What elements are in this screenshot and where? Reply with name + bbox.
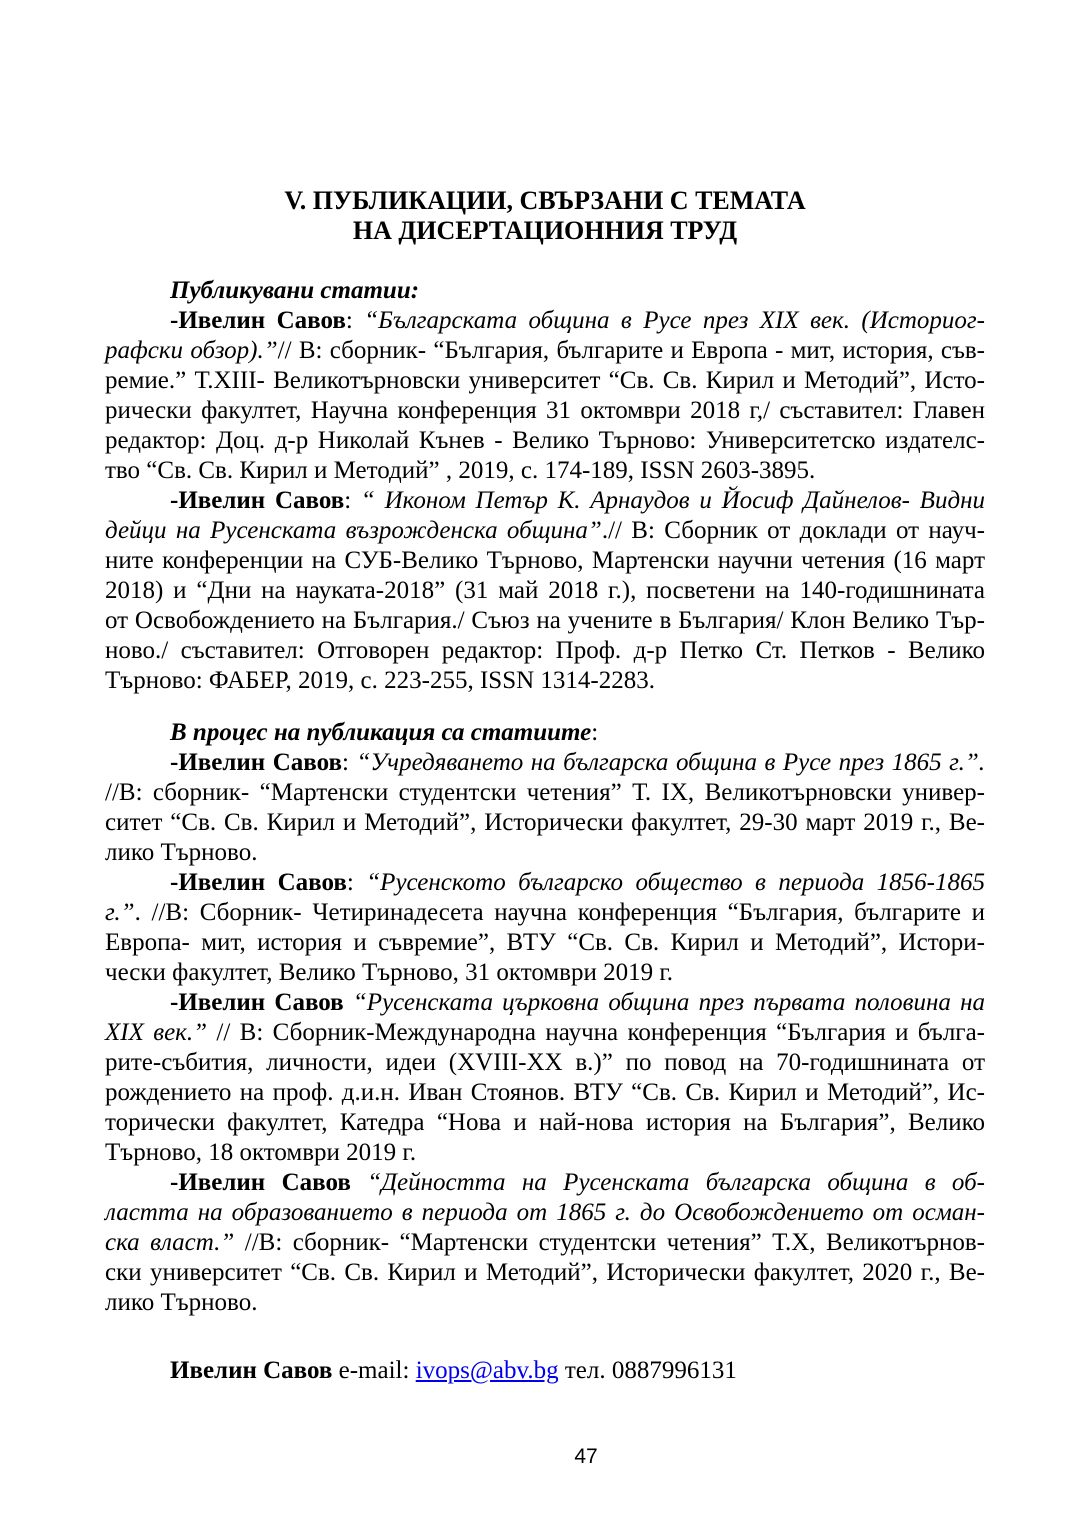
publication-entry xyxy=(105,306,985,486)
text-line xyxy=(105,396,985,426)
text-run: тво “Св. Св. Кирил и Методий” , 2019, с. 174-189, ISSN 2603-3895. xyxy=(105,457,816,484)
publication-entry xyxy=(105,868,985,988)
contact-name: Ивелин Савов xyxy=(170,1357,333,1384)
text-run: -Ивелин Савов xyxy=(170,869,347,896)
text-line xyxy=(105,336,985,366)
text-run: ситет “Св. Св. Кирил и Методий”, Исторически факултет, 29-30 март 2019 г., Ве- xyxy=(105,809,985,836)
text-run: -Ивелин Савов xyxy=(170,1169,368,1196)
text-run: //В: сборник- “Мартенски студентски четения” Т. IX, Великотърновски универ- xyxy=(105,779,985,806)
text-run: ново./ съставител: Отговорен редактор: Проф. д-р Петко Ст. Петков - Велико xyxy=(105,637,985,664)
publication-entry xyxy=(105,748,985,868)
text-line xyxy=(105,1198,985,1228)
page-number: 47 xyxy=(574,1445,598,1468)
text-line xyxy=(105,546,985,576)
text-run: лико Търново. xyxy=(105,1289,258,1316)
email-label: e-mail: xyxy=(338,1357,410,1384)
text-run: “Българската община в Русе през XIX век. (Историог- xyxy=(364,307,986,334)
publications xyxy=(105,276,985,1318)
publication-section xyxy=(105,276,985,696)
text-run: “Дейността на Русенската българска община в об- xyxy=(367,1169,986,1196)
text-run: лико Търново. xyxy=(105,839,258,866)
text-run: ска власт.” xyxy=(105,1229,235,1256)
text-line xyxy=(105,748,985,778)
text-run: рождението на проф. д.и.н. Иван Стоянов. ВТУ “Св. Св. Кирил и Методий”, Ис- xyxy=(105,1079,985,1106)
text-run: //В: сборник- “Мартенски студентски четения” Т.Х, Великотърнов- xyxy=(234,1229,985,1256)
text-line xyxy=(105,456,985,486)
text-run: // В: сборник- “България, българите и Европа - мит, история, съв- xyxy=(277,337,985,364)
text-run: В процес на публикация са статиите xyxy=(170,719,592,746)
text-run: рически факултет, Научна конференция 31 октомври 2018 г,/ съставител: Главен xyxy=(105,397,985,424)
section-heading xyxy=(105,276,985,306)
text-run: : xyxy=(341,749,357,776)
text-line xyxy=(105,868,985,898)
text-line xyxy=(105,1168,985,1198)
text-line xyxy=(105,486,985,516)
text-run: Публикувани статии: xyxy=(170,277,420,304)
text-line xyxy=(105,636,985,666)
text-run: редактор: Доц. д-р Николай Кънев - Велико Търново: Университетско издателс- xyxy=(105,427,985,454)
text-run: : xyxy=(345,307,365,334)
text-run: ластта на образованието в периода от 1865 г. до Освобождението от осман- xyxy=(105,1199,985,1226)
text-run: Търново, 18 октомври 2019 г. xyxy=(105,1139,417,1166)
text-run: рафски обзор).” xyxy=(105,337,278,364)
text-run: . //В: Сборник- Четиринадесета научна конференция “България, българите и xyxy=(134,899,985,926)
text-line xyxy=(105,426,985,456)
text-run: чески факултет, Велико Търново, 31 октомври 2019 г. xyxy=(105,959,674,986)
text-line xyxy=(105,1078,985,1108)
publication-section xyxy=(105,718,985,1318)
publication-entry xyxy=(105,1168,985,1318)
text-line xyxy=(105,928,985,958)
text-line xyxy=(105,1108,985,1138)
text-run: 2018) и “Дни на науката-2018” (31 май 2018 г.), посветени на 140-годишнината xyxy=(105,577,985,604)
text-run: // В: Сборник-Международна научна конференция “България и бълга- xyxy=(207,1019,985,1046)
page-title-line2: НА ДИСЕРТАЦИОННИЯ ТРУД xyxy=(352,216,738,245)
text-line xyxy=(105,958,985,988)
text-run: от Освобождението на България./ Съюз на учените в България/ Клон Велико Тър- xyxy=(105,607,985,634)
text-run: ните конференции на СУБ-Велико Търново, Мартенски научни четения (16 март xyxy=(105,547,985,574)
text-run: Търново: ФАБЕР, 2019, с. 223-255, ISSN 1314-2283. xyxy=(105,667,655,694)
text-run: : xyxy=(591,719,599,746)
text-run: “ Иконом Петър К. Арнаудов и Йосиф Дайнелов- Видни xyxy=(360,487,985,514)
text-line xyxy=(105,898,985,928)
text-run: ски университет “Св. Св. Кирил и Методий”, Исторически факултет, 2020 г., Ве- xyxy=(105,1259,985,1286)
text-run: дейци на Русенската възрожденска община” xyxy=(105,517,602,544)
text-line xyxy=(105,808,985,838)
text-run: г.” xyxy=(105,899,135,926)
text-line xyxy=(105,306,985,336)
phone-number: тел. 0887996131 xyxy=(564,1357,737,1384)
text-line xyxy=(105,838,985,868)
text-run: -Ивелин Савов xyxy=(170,749,342,776)
publication-entry xyxy=(105,988,985,1168)
text-line xyxy=(105,1048,985,1078)
text-line xyxy=(105,1138,985,1168)
text-run: -Ивелин Савов xyxy=(170,487,345,514)
page-title xyxy=(105,186,985,246)
publication-entry xyxy=(105,486,985,696)
text-line xyxy=(105,988,985,1018)
text-run: ремие.” Т.XIII- Великотърновски университет “Св. Св. Кирил и Методий”, Исто- xyxy=(105,367,985,394)
text-run: “Русенското българско общество в периода 1856-1865 xyxy=(366,869,985,896)
text-line xyxy=(105,606,985,636)
document-page xyxy=(105,0,985,1472)
text-line xyxy=(105,1018,985,1048)
text-run: : xyxy=(344,487,361,514)
email-link[interactable]: ivops@abv.bg xyxy=(415,1357,559,1384)
page-title-line1: V. ПУБЛИКАЦИИ, СВЪРЗАНИ С ТЕМАТА xyxy=(284,186,806,215)
text-run: торически факултет, Катедра “Нова и най-нова история на България”, Велико xyxy=(105,1109,985,1136)
text-run: : xyxy=(346,869,367,896)
text-run: XIX век.” xyxy=(105,1019,208,1046)
text-run: -Ивелин Савов xyxy=(170,307,346,334)
text-line xyxy=(105,1258,985,1288)
text-line xyxy=(105,366,985,396)
text-run: Европа- мит, история и съвремие”, ВТУ “Св. Св. Кирил и Методий”, Истори- xyxy=(105,929,985,956)
text-line xyxy=(105,1288,985,1318)
text-line xyxy=(105,1228,985,1258)
text-run: “Учредяването на българска община в Русе през 1865 г.”. xyxy=(356,749,985,776)
text-run: рите-събития, личности, идеи (XVIII-XX в.)” по повод на 70-годишнината от xyxy=(105,1049,985,1076)
text-line xyxy=(105,516,985,546)
text-line xyxy=(105,576,985,606)
section-heading xyxy=(105,718,985,748)
text-run: -Ивелин Савов xyxy=(170,989,353,1016)
text-run: .// В: Сборник от доклади от науч- xyxy=(601,517,985,544)
text-run: “Русенската църковна община през първата половина на xyxy=(352,989,985,1016)
text-line xyxy=(105,666,985,696)
text-line xyxy=(105,778,985,808)
contact-line xyxy=(105,1356,985,1386)
